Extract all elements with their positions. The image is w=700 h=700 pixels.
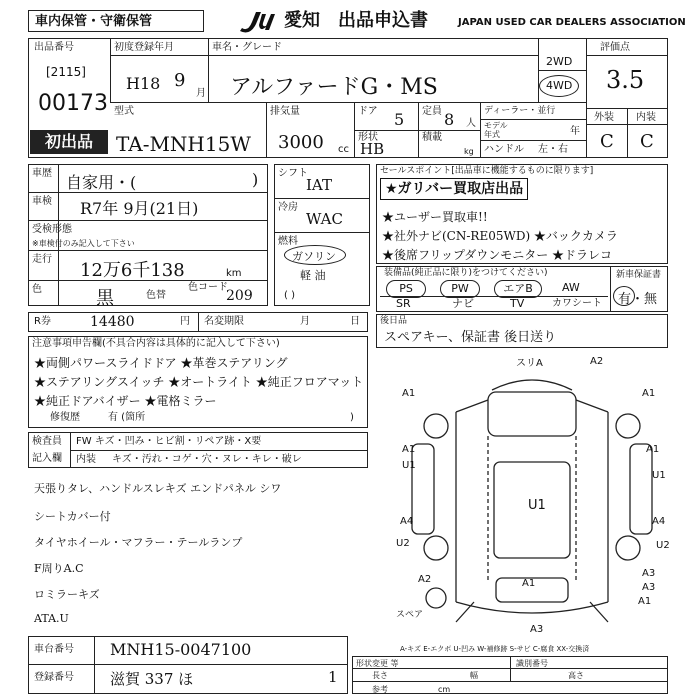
later-items-value: スペアキー、保証書 後日送り	[384, 330, 557, 345]
details-left	[28, 164, 268, 306]
lot-label: 出品番号	[34, 42, 74, 53]
usage-close: )	[252, 170, 259, 189]
displacement-value: 3000	[278, 132, 324, 153]
weight-label: 積載	[422, 132, 442, 143]
model-value: TA-MNH15W	[116, 132, 251, 156]
diag-label-11: U2	[396, 538, 410, 549]
selling-points-banner: ★ガリバー買取店出品	[380, 178, 528, 200]
footer-tag: 識別番号	[516, 659, 548, 668]
dealer-label: ディーラー・並行	[484, 106, 556, 116]
usage-value: 自家用・(	[66, 173, 137, 192]
shift-label: シフト	[278, 168, 308, 179]
diag-label-4: A1	[402, 444, 416, 455]
interior-value: C	[640, 131, 654, 152]
diag-label-9: A4	[400, 516, 414, 527]
remark-2: シートカバー付	[34, 510, 111, 523]
lot-number: 00173	[38, 91, 108, 116]
fuel-gas: ガソリン	[292, 250, 336, 263]
mileage-unit: km	[226, 268, 242, 279]
inspector-label-2: 記入欄	[32, 453, 62, 464]
diag-label-2: A1	[402, 388, 416, 399]
selling-points-title: セールスポイント[出品車に機能するものに限ります]	[380, 166, 594, 176]
ac-label: 冷房	[278, 202, 298, 213]
inspection-label: 車検	[32, 196, 52, 207]
color-value: 黒	[96, 288, 114, 309]
selling-point-1: ★ユーザー買取車!!	[382, 210, 488, 224]
displacement-unit: cc	[338, 144, 349, 155]
footer-ref: 参考	[372, 685, 388, 694]
reg-month-unit: 月	[196, 88, 206, 99]
model-year-unit: 年	[570, 126, 580, 137]
remark-1: 天張りタレ、ハンドルスレキズ エンドパネル シワ	[34, 482, 282, 495]
reg-label: 初度登録年月	[114, 42, 174, 53]
diag-label-7: U1	[652, 470, 666, 481]
warranty-label: 新車保証書	[616, 270, 662, 280]
capacity-value: 8	[444, 110, 455, 129]
equip-leather: カワシート	[552, 298, 602, 309]
selling-point-2: ★社外ナビ(CN-RE05WD) ★バックカメラ	[382, 229, 618, 243]
diag-label-16: A3	[642, 582, 656, 593]
drive-4wd: 4WD	[546, 79, 573, 92]
model-label: 型式	[114, 106, 134, 117]
org-title: 愛知	[284, 10, 320, 31]
diag-label-3: A1	[642, 388, 656, 399]
handle-value: 左・右	[538, 144, 568, 155]
note-line-2: ★ステアリングスイッチ ★オートライト ★純正フロアマット	[34, 375, 364, 389]
remark-4: F周りA.C	[34, 562, 84, 575]
mileage-value: 12万6千138	[80, 260, 185, 281]
model-year-label-1: モデル	[484, 121, 508, 130]
capacity-unit: 人	[466, 118, 476, 129]
diag-label-13: A2	[418, 574, 432, 585]
remark-3: タイヤホイール・マフラー・テールランプ	[34, 536, 243, 549]
notes-title: 注意事項申告欄(不具合内容は具体的に記入して下さい)	[32, 338, 280, 349]
remark-6: ATA.U	[34, 612, 69, 625]
shape-label: 形状	[358, 132, 378, 143]
footer-length: 長さ	[372, 671, 388, 680]
equip-airbag: エアB	[494, 280, 542, 298]
equip-navi: ナビ	[452, 297, 474, 310]
note-line-1: ★両側パワースライドドア ★革巻ステアリング	[34, 356, 288, 370]
plate-value: 滋賀 337 ほ	[110, 670, 194, 688]
warranty-yes-circle	[613, 286, 635, 306]
chassis-label: 車台番号	[34, 644, 74, 655]
equip-ps: PS	[386, 280, 426, 298]
rating-label: 評価点	[600, 42, 630, 53]
lot-sub: [2115]	[46, 65, 86, 79]
fuel-other: ( )	[284, 290, 295, 301]
diag-label-15: A3	[642, 568, 656, 579]
warranty-value: 有・無	[618, 292, 658, 307]
diag-label-0: スリA	[516, 358, 543, 369]
footer-height: 高さ	[568, 671, 584, 680]
color-swap-label: 色替	[146, 290, 166, 301]
equip-sr: SR	[396, 297, 411, 310]
fuel-label: 燃料	[278, 236, 298, 247]
equip-pw: PW	[440, 280, 480, 298]
storage-note: 車内保管・守衛保管	[35, 14, 153, 29]
remark-5: ロミラーキズ	[34, 588, 100, 601]
name-label: 車名・グレード	[212, 42, 282, 53]
recycle-amount: 14480	[90, 314, 135, 330]
name-change-day: 日	[350, 316, 360, 327]
recycle-unit: 円	[180, 316, 190, 327]
footer-width: 幅	[470, 671, 478, 680]
selling-point-3: ★後席フリップダウンモニター ★ドラレコ	[382, 248, 613, 262]
car-damage-diagram	[396, 352, 668, 642]
drive-4wd-circle	[539, 75, 579, 97]
diag-label-12: U2	[656, 540, 670, 551]
doors-label: ドア	[358, 106, 378, 117]
weight-unit: kg	[464, 147, 474, 156]
mileage-label: 走行	[32, 254, 52, 265]
note-line-3: ★純正ドアバイザー ★電格ミラー	[34, 394, 217, 408]
usage-label: 車歴	[32, 168, 52, 179]
fuel-diesel: 軽 油	[300, 269, 326, 282]
rating-value: 3.5	[606, 66, 645, 94]
drive-2wd: 2WD	[546, 55, 573, 68]
inspector-row2-label: 内装	[76, 454, 96, 465]
exterior-label: 外装	[594, 112, 614, 123]
inspector-row-2: キズ・汚れ・コゲ・穴・ヌレ・キレ・破レ	[112, 454, 302, 465]
name-value: アルファードG・MS	[230, 75, 438, 100]
displacement-label: 排気量	[270, 106, 300, 117]
repair-value: 有 (箇所	[108, 412, 146, 423]
later-items-label: 後日品	[380, 316, 408, 326]
diag-label-5: A1	[646, 444, 660, 455]
doc-title: 出品申込書	[338, 10, 428, 31]
first-listing-badge: 初出品	[30, 130, 108, 154]
recycle-label: R券	[34, 316, 51, 327]
exterior-value: C	[600, 131, 614, 152]
repair-close: )	[350, 412, 354, 423]
footer-unit: cm	[438, 685, 451, 694]
diag-label-19: A3	[530, 624, 544, 635]
reg-month: 9	[174, 70, 186, 91]
ac-value: WAC	[306, 210, 343, 228]
equipment-title: 装備品(純正品に限り)をつけてください)	[384, 268, 548, 278]
diag-label-10: A4	[652, 516, 666, 527]
plate-label: 登録番号	[34, 672, 74, 683]
repair-label: 修復歴	[50, 412, 80, 423]
diag-label-8: U1	[528, 498, 546, 513]
diag-label-18: スペア	[396, 610, 424, 620]
storage-note-box	[28, 10, 204, 32]
color-code-value: 209	[226, 288, 253, 304]
association-name: JAPAN USED CAR DEALERS ASSOCIATION	[458, 17, 686, 28]
shift-value: IAT	[306, 176, 332, 194]
accept-label: 受検形態	[32, 224, 72, 235]
diag-label-14: A1	[522, 578, 536, 589]
doors-value: 5	[394, 110, 405, 129]
fuel-gas-circle	[284, 245, 346, 265]
inspection-value: R7年 9月(21日)	[80, 199, 199, 218]
diag-label-17: A1	[638, 596, 652, 607]
diag-label-6: U1	[402, 460, 416, 471]
name-change-month: 月	[300, 316, 310, 327]
model-year-label-2: 年式	[484, 130, 500, 139]
interior-label: 内装	[636, 112, 656, 123]
name-change-label: 名変期限	[204, 316, 244, 327]
inspector-label-1: 検査員	[32, 436, 62, 447]
diag-label-1: A2	[590, 356, 604, 367]
inspector-row-1: FW キズ・凹み・ヒビ割・リペア跡・X要	[76, 436, 262, 447]
color-label: 色	[32, 284, 42, 295]
color-code-label: 色コード	[188, 282, 228, 293]
diagram-legend: A-キズ E-エクボ U-凹み W-補修跡 S-サビ C-腐食 XX-交換済	[400, 645, 590, 653]
plate-number: 1	[328, 668, 338, 686]
equip-tv: TV	[510, 297, 525, 310]
handle-label: ハンドル	[484, 144, 524, 155]
equip-aw: AW	[562, 281, 580, 294]
reg-era: H18	[126, 74, 161, 93]
accept-sub: ※車検付のみ記入して下さい	[32, 239, 135, 248]
footer-modify: 形状変更 等	[356, 659, 399, 668]
chassis-value: MNH15-0047100	[110, 640, 252, 659]
shape-value: HB	[360, 140, 385, 158]
capacity-label: 定員	[422, 106, 442, 117]
ju-logo	[238, 8, 282, 34]
